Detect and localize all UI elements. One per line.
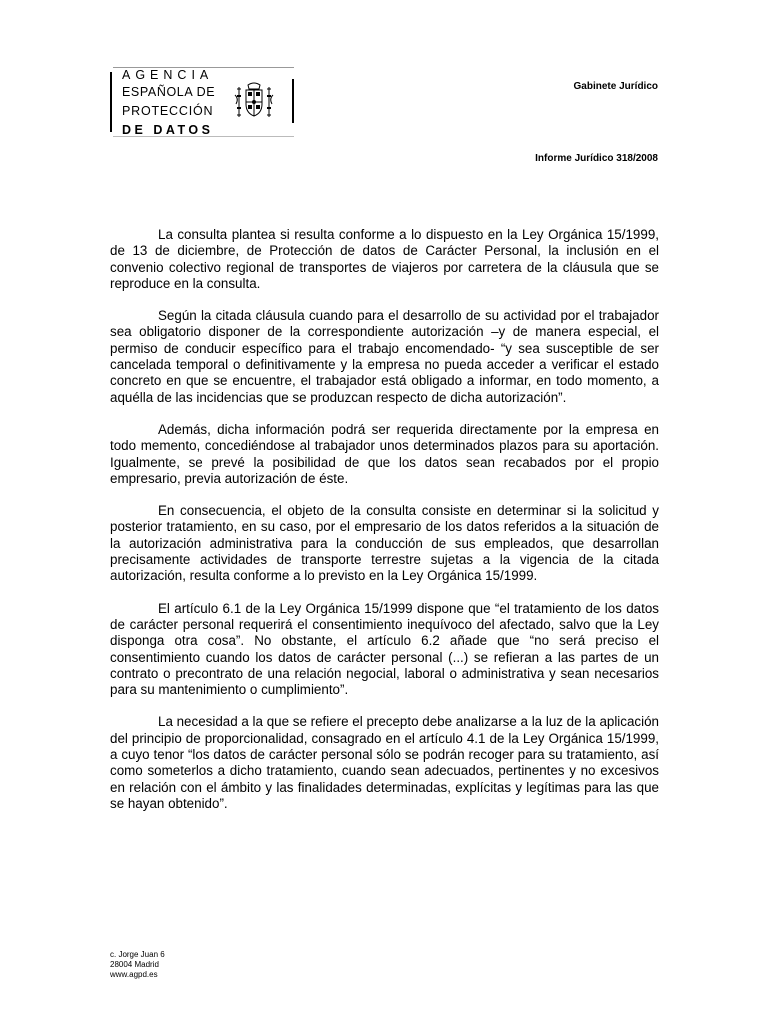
paragraph: El artículo 6.1 de la Ley Orgánica 15/1999 dispone que “el tratamiento de los datos de carácter personal requerirá el consentimiento inequívoco del afectado, salvo que la Ley disponga otra cosa”. No obstante, el artículo 6.2 añade que “no será preciso el consentimiento cuando los datos de carácter personal (...) se refieran a las partes de un contrato o precontrato de una relación negocial, laboral o administrativa y sean necesarios para su mantenimiento o cumplimiento”. bbox=[110, 600, 659, 698]
letterhead-left-bar bbox=[110, 72, 112, 132]
letterhead-right-bar bbox=[292, 79, 294, 123]
footer-address-line1: c. Jorge Juan 6 bbox=[110, 950, 165, 959]
report-body bbox=[110, 227, 659, 828]
paragraph: En consecuencia, el objeto de la consulta consiste en determinar si la solicitud y posterior tratamiento, en su caso, por el empresario de los datos referidos a la situación de la autorización administrativa para la conducción de sus empleados, que desarrollan precisamente actividades de transporte terrestre sujetas a la vigencia de la citada autorización, resulta conforme a lo previsto en la Ley Orgánica 15/1999. bbox=[110, 503, 659, 584]
agency-name-line2: ESPAÑOLA DE bbox=[122, 85, 216, 99]
report-reference: Informe Jurídico 318/2008 bbox=[535, 153, 658, 164]
agency-name-line3: PROTECCIÓN bbox=[122, 104, 214, 118]
paragraph: Además, dicha información podrá ser requerida directamente por la empresa en todo memento, concediéndose al trabajador unos determinados plazos para su aportación. Igualmente, se prevé la posibilidad de que los datos sean recabados por el propio empresario, previa autorización de éste. bbox=[110, 421, 659, 486]
agency-name-line4: DE DATOS bbox=[122, 123, 214, 137]
agency-name-line1: AGENCIA bbox=[122, 68, 214, 82]
footer-website: www.agpd.es bbox=[110, 970, 158, 979]
agency-letterhead bbox=[110, 67, 294, 137]
paragraph: La necesidad a la que se refiere el precepto debe analizarse a la luz de la aplicación del principio de proporcionalidad, consagrado en el artículo 4.1 de la Ley Orgánica 15/1999, a cuyo tenor “los datos de carácter personal sólo se podrán recoger para su tratamiento, así como someterlos a dicho tratamiento, cuando sean adecuados, pertinentes y no excesivos en relación con el ámbito y las finalidades determinadas, explícitas y legítimas para las que se hayan obtenido”. bbox=[110, 714, 659, 811]
paragraph: Según la citada cláusula cuando para el desarrollo de su actividad por el trabajador sea obligatorio disponer de la correspondiente autorización –y de manera especial, el permiso de conducir específico para el trabajo encomendado- “y sea susceptible de ser cancelada temporal o definitivamente y la empresa no pueda acceder a verificar el estado concreto en que se encuentre, el trabajador está obligado a informar, en todo momento, a aquélla de las incidencias que se produzcan respecto de dicha autorización”. bbox=[110, 308, 659, 405]
coat-of-arms-icon bbox=[232, 81, 276, 121]
page-footer bbox=[110, 950, 165, 980]
department-label: Gabinete Jurídico bbox=[573, 81, 658, 92]
paragraph: La consulta plantea si resulta conforme a lo dispuesto en la Ley Orgánica 15/1999, de 13 de diciembre, de Protección de datos de Carácter Personal, la inclusión en el convenio colectivo regional de transportes de viajeros por carretera de la cláusula que se reproduce en la consulta. bbox=[110, 227, 659, 291]
footer-address-line2: 28004 Madrid bbox=[110, 960, 159, 969]
